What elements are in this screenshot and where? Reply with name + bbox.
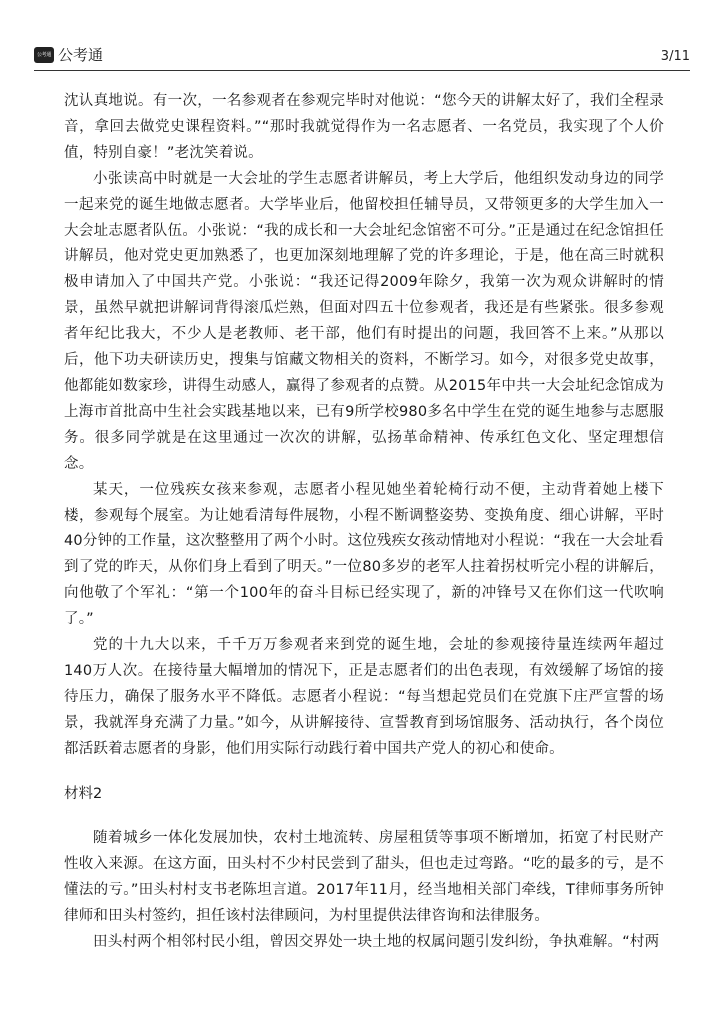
paragraph: 党的十九大以来，千千万万参观者来到党的诞生地，会址的参观接待量连续两年超过140万人次。在接待量大幅增加的情况下，正是志愿者们的出色表现，有效缓解了场馆的接待压力，确保了服务水平不降低。志愿者小程说：“每当想起党员们在党旗下庄严宣誓的场景，我就浑身充满了力量。”如今，从讲解接待、宣誓教育到场馆服务、活动执行，各个岗位都活跃着志愿者的身影，他们用实际行动践行着中国共产党人的初心和使命。 (64, 637, 664, 757)
brand-logo (34, 46, 103, 64)
paragraph: 随着城乡一体化发展加快，农村土地流转、房屋租赁等事项不断增加，拓宽了村民财产性收入来源。在这方面，田头村不少村民尝到了甜头，但也走过弯路。“吃的最多的亏，是不懂法的亏。”田头村村支书老陈坦言道。2017年11月，经当地相关部门牵线，T律师事务所钟律师和田头村签约，担任该村法律顾问，为村里提供法律咨询和法律服务。 (64, 830, 664, 925)
logo-text: 公考通 (58, 46, 104, 64)
logo-badge-icon: 公考通 (34, 47, 54, 63)
section-title: 材料2 (64, 785, 103, 802)
paragraph: 某天，一位残疾女孩来参观，志愿者小程见她坐着轮椅行动不便，主动背着她上楼下楼，参观每个展室。为让她看清每件展物，小程不断调整姿势、变换角度、细心讲解，平时40分钟的工作量，这次整整用了两个小时。这位残疾女孩动情地对小程说：“我在一大会址看到了党的昨天，从你们身上看到了明天。”一位80多岁的老军人拄着拐杖听完小程的讲解后，向他敬了个军礼：“第一个100年的奋斗目标已经实现了，新的冲锋号又在你们这一代吹响了。” (64, 481, 664, 628)
page-header (34, 44, 690, 71)
paragraph: 沈认真地说。有一次，一名参观者在参观完毕时对他说：“您今天的讲解太好了，我们全程录音，拿回去做党史课程资料。”“那时我就觉得作为一名志愿者、一名党员，我实现了个人价值，特别自豪！”老沈笑着说。 (64, 93, 664, 161)
page-number: 3/11 (660, 49, 690, 64)
paragraph: 小张读高中时就是一大会址的学生志愿者讲解员，考上大学后，他组织发动身边的同学一起来党的诞生地做志愿者。大学毕业后，他留校担任辅导员，又带领更多的大学生加入一大会址志愿者队伍。小张说：“我的成长和一大会址纪念馆密不可分。”正是通过在纪念馆担任讲解员，他对党史更加熟悉了，也更加深刻地理解了党的许多理论，于是，他在高三时就积极申请加入了中国共产党。小张说：“我还记得2009年除夕，我第一次为观众讲解时的情景，虽然早就把讲解词背得滚瓜烂熟，但面对四五十位参观者，我还是有些紧张。很多参观者年纪比我大，不少人是老教师、老干部，他们有时提出的问题，我回答不上来。”从那以后，他下功夫研读历史，搜集与馆藏文物相关的资料，不断学习。如今，对很多党史故事，他都能如数家珍，讲得生动感人，赢得了参观者的点赞。从2015年中共一大会址纪念馆成为上海市首批高中生社会实践基地以来，已有9所学校980多名中学生在党的诞生地参与志愿服务。很多同学就是在这里通过一次次的讲解，弘扬革命精神、传承红色文化、坚定理想信念。 (64, 170, 664, 472)
paragraph: 田头村两个相邻村民小组，曾因交界处一块土地的权属问题引发纠纷，争执难解。“村两 (93, 934, 660, 951)
document-body (64, 89, 664, 956)
